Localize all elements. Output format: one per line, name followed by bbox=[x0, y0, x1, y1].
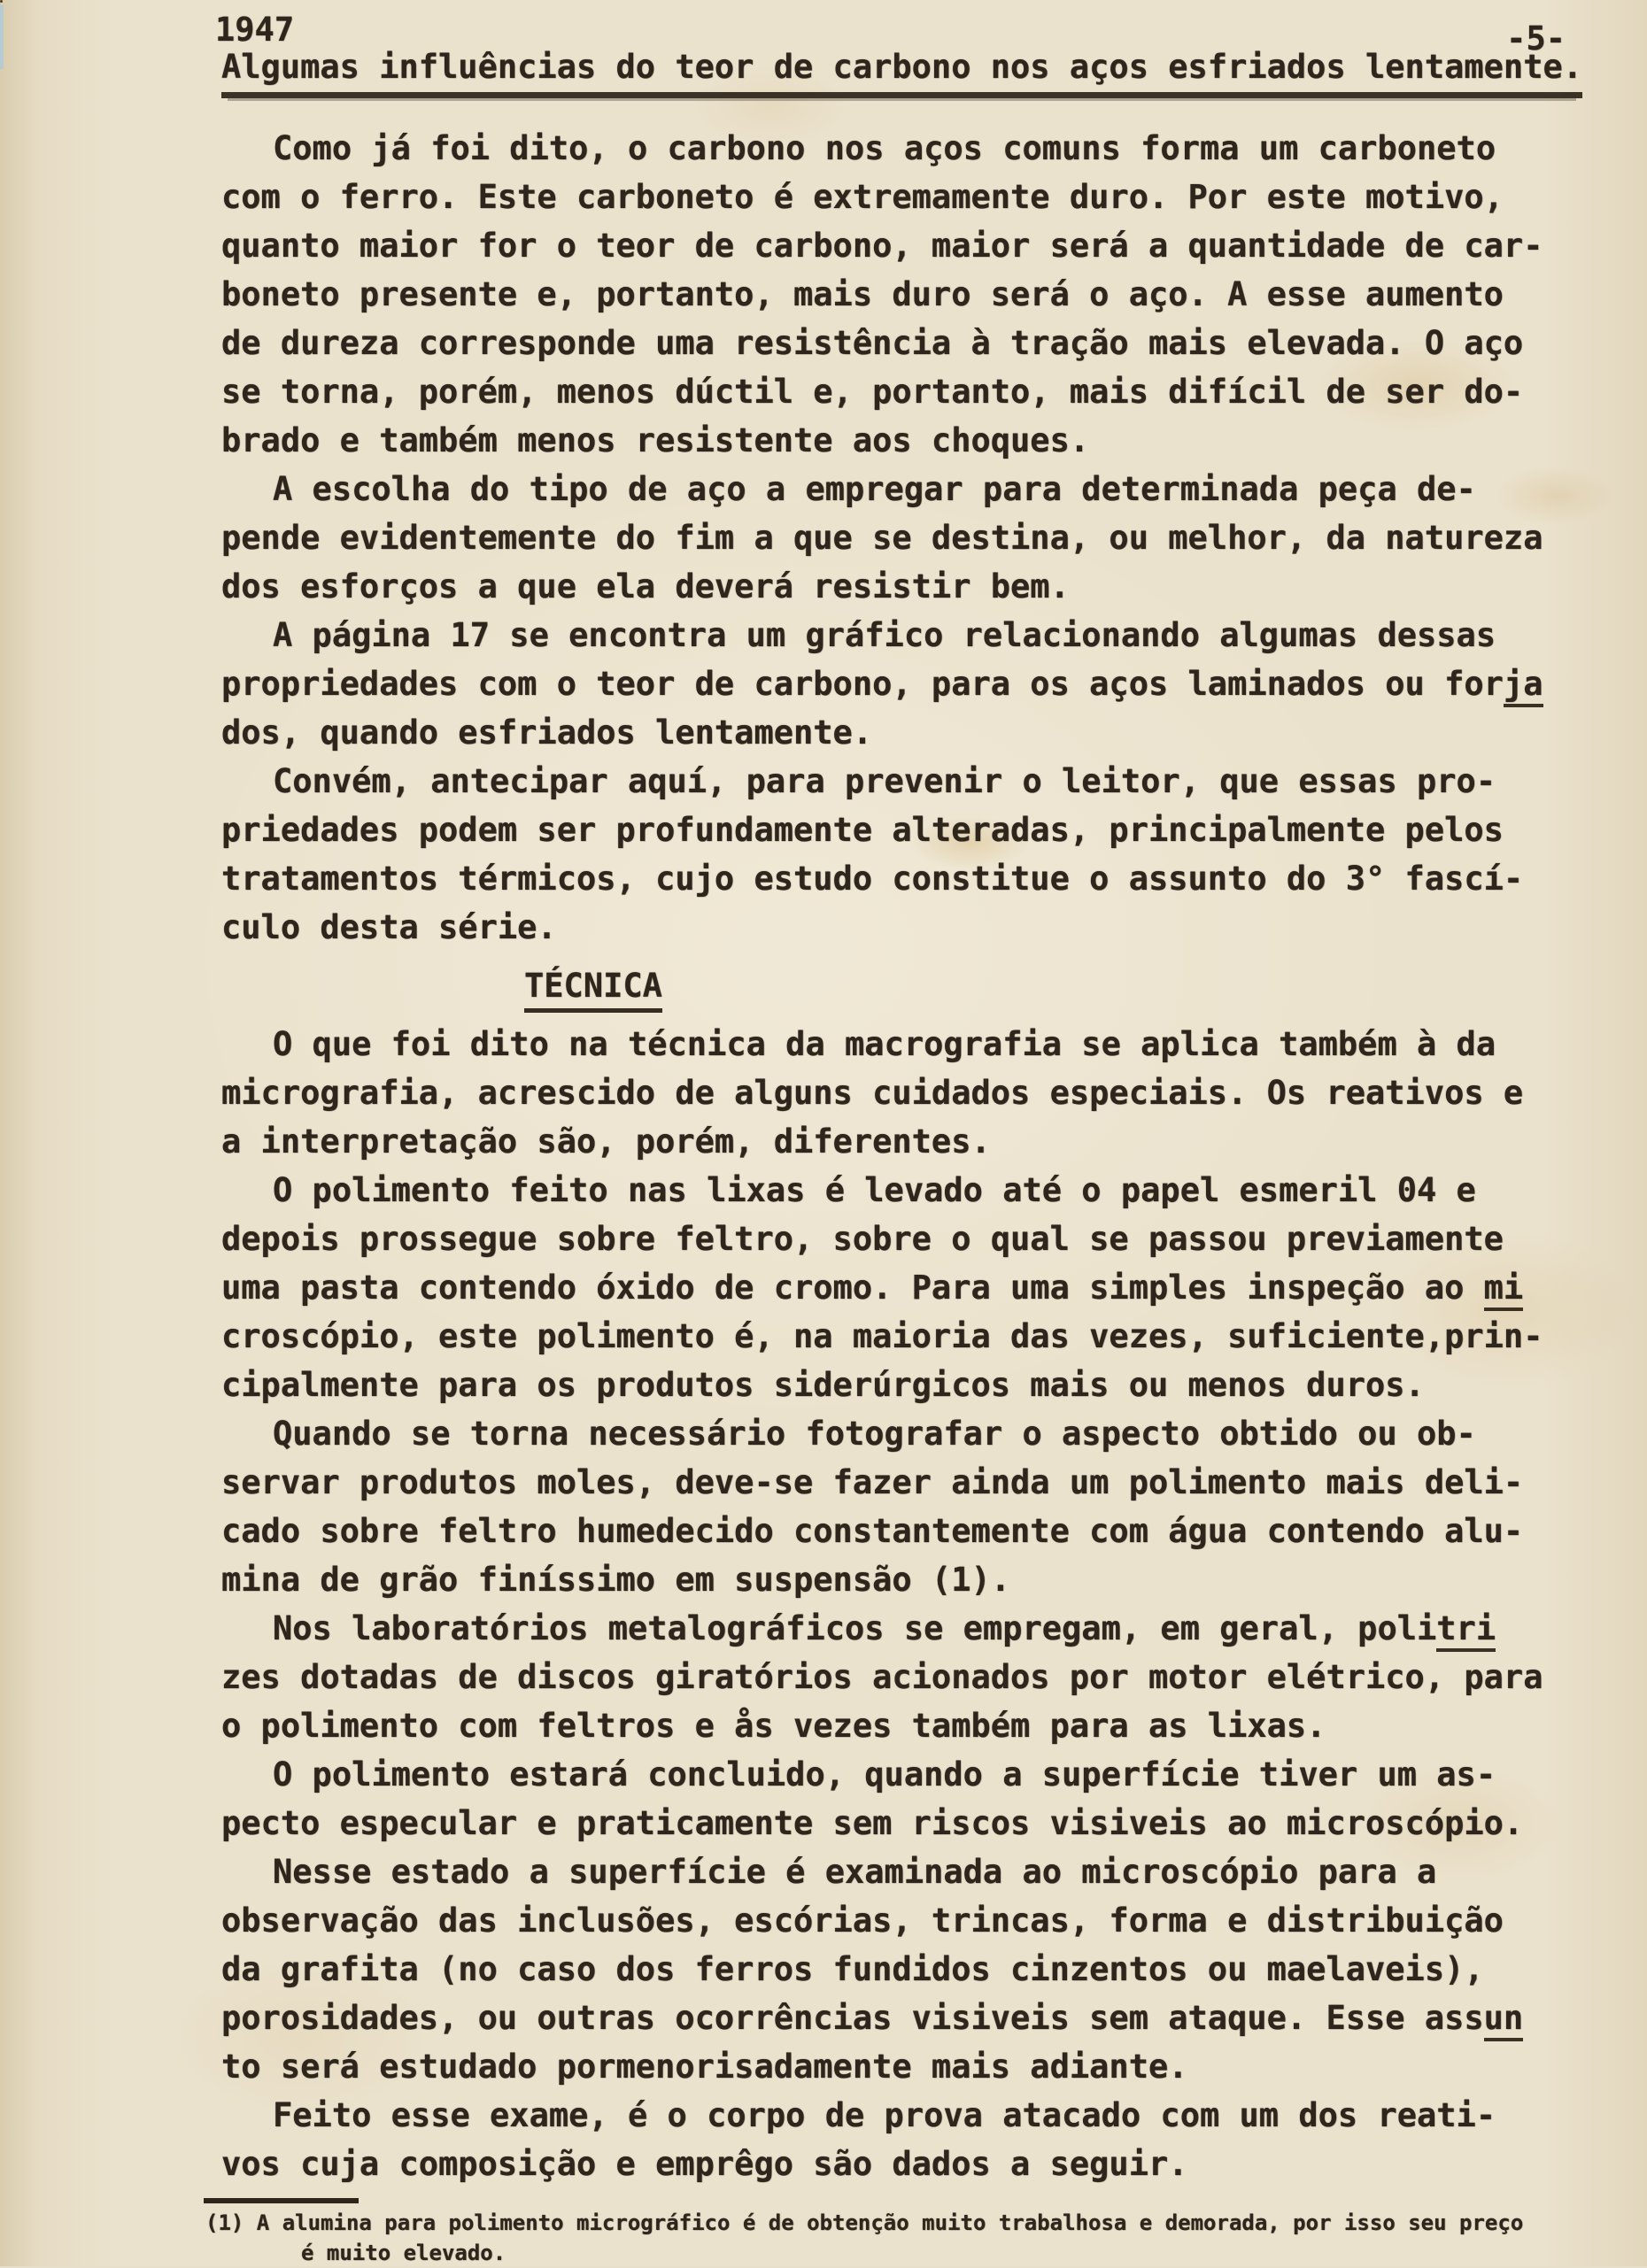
text-line: A escolha do tipo de aço a empregar para determinada peça de- bbox=[273, 470, 1476, 508]
footnote-line: é muito elevado. bbox=[301, 2241, 506, 2265]
text-line: to será estudado pormenorisadamente mais adiante. bbox=[221, 2048, 1188, 2086]
text-line: propriedades com o teor de carbono, para os aços laminados ou forja bbox=[221, 660, 1543, 708]
document-title: Algumas influências do teor de carbono nos aços esfriados lentamente. bbox=[221, 48, 1582, 98]
text-line: pecto especular e praticamente sem riscos visiveis ao microscópio. bbox=[221, 1804, 1524, 1842]
text-line: de dureza corresponde uma resistência à tração mais elevada. O aço bbox=[221, 324, 1524, 362]
text-line: cado sobre feltro humedecido constantemente com água contendo alu- bbox=[221, 1512, 1524, 1550]
text-line: vos cuja composição e emprêgo são dados a seguir. bbox=[221, 2145, 1188, 2183]
section-heading: TÉCNICA bbox=[524, 967, 662, 1013]
text-line: Como já foi dito, o carbono nos aços comuns forma um carboneto bbox=[273, 129, 1496, 167]
text-line: observação das inclusões, escórias, trincas, forma e distribuição bbox=[221, 1902, 1504, 1940]
text-line: A página 17 se encontra um gráfico relacionando algumas dessas bbox=[273, 616, 1496, 654]
text-line: Nos laboratórios metalográficos se empregam, em geral, politri bbox=[221, 1604, 1543, 1653]
text-line: O polimento feito nas lixas é levado até o papel esmeril 04 e bbox=[273, 1171, 1476, 1209]
body-section-2 bbox=[221, 1020, 1543, 2188]
footnote bbox=[205, 2208, 1523, 2268]
footnote-rule bbox=[204, 2198, 359, 2203]
footnote-line: (1) A alumina para polimento micrográfico é de obtenção muito trabalhosa e demorada, por isso seu preço bbox=[205, 2210, 1524, 2235]
text-line: se torna, porém, menos dúctil e, portanto, mais difícil de ser do- bbox=[221, 373, 1524, 411]
underlined-syllable: mi bbox=[1484, 1269, 1524, 1311]
scan-edge-artifact bbox=[0, 5, 4, 69]
text-line: O polimento estará concluido, quando a superfície tiver um as- bbox=[273, 1755, 1496, 1794]
text-line: a interpretação são, porém, diferentes. bbox=[221, 1122, 991, 1161]
text-line: Feito esse exame, é o corpo de prova atacado com um dos reati- bbox=[273, 2096, 1496, 2134]
text-line: micrografia, acrescido de alguns cuidados especiais. Os reativos e bbox=[221, 1074, 1524, 1112]
text-line: porosidades, ou outras ocorrências visiveis sem ataque. Esse assun bbox=[221, 1994, 1543, 2042]
text-line: croscópio, este polimento é, na maioria das vezes, suficiente,prin- bbox=[221, 1317, 1543, 1355]
text-line: da grafita (no caso dos ferros fundidos cinzentos ou maelaveis), bbox=[221, 1950, 1484, 1988]
text-line: tratamentos térmicos, cujo estudo constitue o assunto do 3° fascí- bbox=[221, 860, 1524, 898]
text-line: Convém, antecipar aquí, para prevenir o leitor, que essas pro- bbox=[273, 762, 1496, 800]
text-line: mina de grão finíssimo em suspensão (1). bbox=[221, 1561, 1011, 1599]
text-line: dos, quando esfriados lentamente. bbox=[221, 714, 873, 752]
underlined-syllable: ja bbox=[1504, 665, 1543, 707]
body-section-1 bbox=[221, 124, 1543, 952]
text-line: pende evidentemente do fim a que se destina, ou melhor, da natureza bbox=[221, 519, 1543, 557]
text-line: Quando se torna necessário fotografar o aspecto obtido ou ob- bbox=[273, 1415, 1476, 1453]
text-line: culo desta série. bbox=[221, 908, 557, 946]
header-year: 1947 bbox=[215, 11, 295, 49]
page-number: -5- bbox=[1506, 19, 1566, 58]
text-line: brado e também menos resistente aos choques. bbox=[221, 421, 1090, 459]
underlined-syllable: tri bbox=[1436, 1609, 1496, 1652]
paper-specks bbox=[0, 0, 3, 3]
text-line: depois prossegue sobre feltro, sobre o qual se passou previamente bbox=[221, 1220, 1504, 1258]
text-line: Nesse estado a superfície é examinada ao microscópio para a bbox=[273, 1853, 1437, 1891]
underlined-syllable: un bbox=[1484, 1999, 1524, 2041]
text-line: o polimento com feltros e ås vezes também para as lixas. bbox=[221, 1707, 1326, 1745]
text-line: priedades podem ser profundamente alteradas, principalmente pelos bbox=[221, 811, 1504, 849]
text-line: dos esforços a que ela deverá resistir bem. bbox=[221, 567, 1070, 606]
text-line: com o ferro. Este carboneto é extremamente duro. Por este motivo, bbox=[221, 178, 1504, 216]
text-line: O que foi dito na técnica da macrografia se aplica também à da bbox=[273, 1025, 1496, 1063]
text-line: cipalmente para os produtos siderúrgicos mais ou menos duros. bbox=[221, 1366, 1425, 1404]
text-line: uma pasta contendo óxido de cromo. Para uma simples inspeção ao mi bbox=[221, 1263, 1543, 1312]
text-line: boneto presente e, portanto, mais duro será o aço. A esse aumento bbox=[221, 275, 1504, 313]
text-line: quanto maior for o teor de carbono, maior será a quantidade de car- bbox=[221, 227, 1543, 265]
text-line: servar produtos moles, deve-se fazer ainda um polimento mais deli- bbox=[221, 1463, 1524, 1501]
text-line: zes dotadas de discos giratórios acionados por motor elétrico, para bbox=[221, 1658, 1543, 1696]
